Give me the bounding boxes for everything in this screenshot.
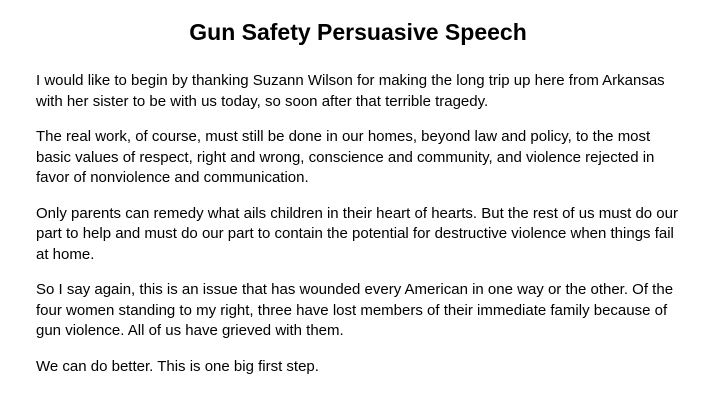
- paragraph-4: So I say again, this is an issue that has wounded every American in one way or the other. Of the four women standing to my right, three have lost members of their immediate family because of gun violence. All of us have grieved with them.: [36, 281, 674, 339]
- paragraph-1: I would like to begin by thanking Suzann Wilson for making the long trip up here from Arkansas with her sister to be with us today, so soon after that terrible tragedy.: [36, 72, 665, 110]
- paragraph-2: The real work, of course, must still be done in our homes, beyond law and policy, to the most basic values of respect, right and wrong, conscience and community, and violence rejected in favor of nonviolence and communication.: [36, 128, 655, 186]
- paragraph-5: We can do better. This is one big first step.: [36, 357, 319, 375]
- document-title: Gun Safety Persuasive Speech: [189, 19, 527, 45]
- paragraph-3: Only parents can remedy what ails children in their heart of hearts. But the rest of us must do our part to help and must do our part to contain the potential for destructive violence when things fail at home.: [36, 204, 678, 263]
